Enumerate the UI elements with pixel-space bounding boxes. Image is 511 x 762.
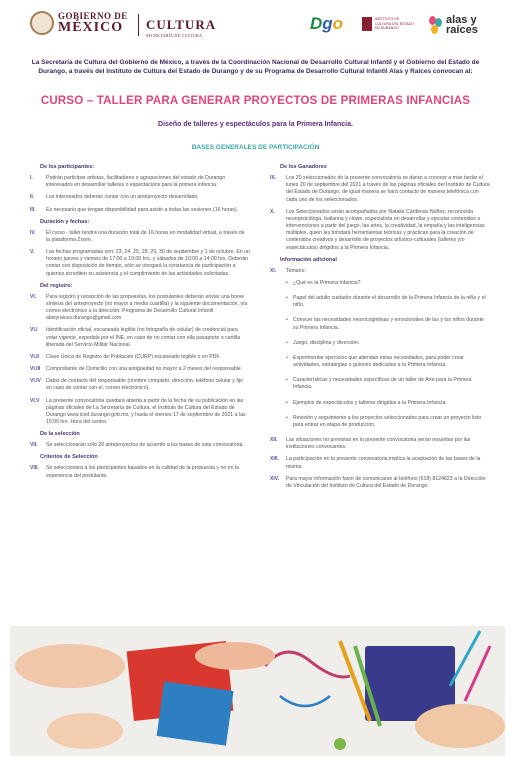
item-number: XI. bbox=[270, 267, 277, 274]
bullet-text: Experimentar ejercicios que atiendan estas necesidades, para poder crear actividades, estrategias o guiones dedicados a la Primera Infancia. bbox=[293, 354, 464, 369]
subtitle: Diseño de talleres y espectáculos para la Primera Infancia. bbox=[158, 121, 353, 128]
alas-y-raices-logo bbox=[429, 15, 478, 36]
section-heading: Información adicional bbox=[280, 256, 337, 263]
item-text: Las fechas programadas son: 23, 24, 25, 28, 29, 30 de septiembre y 1 de octubre. En un horario jueves y viernes de 17:00 a 19:00 hrs. y sábados de 10:00 a 14:00 hrs. Deberán contar con disposición de tiempo, sólo se otorgará la constancia de participación a quienes acrediten su asistencia y el cumplimiento de las actividades solicitadas. bbox=[46, 249, 250, 277]
item-text: Identificación oficial, escaneada legible (no fotografía de celular) de credencial para votar vigente, expedida por el INE, en caso de no contar con ella pasaporte o cartilla liberada del Servicio Militar Nacional. bbox=[46, 327, 241, 348]
dgo-letter-o: o bbox=[332, 14, 344, 33]
gob-line2: MÉXICO bbox=[58, 19, 124, 35]
item-text: Se seleccionará a los participantes basados en la calidad de la propuesta y no en la experiencia del postulante. bbox=[46, 465, 239, 479]
item-text: Para mayor información favor de comunicarse al teléfono (618) 8124623 a la Dirección de Vinculación del Instituto de Cultura del Estado de Durango. bbox=[286, 475, 486, 489]
bullet-icon: • bbox=[286, 295, 288, 302]
bullet-text: Conocer las necesidades neurocognitivas y emocionales de las y los niños durante su Primera Infancia. bbox=[293, 317, 484, 331]
item-number: XIII. bbox=[270, 456, 279, 463]
item-text: Podrán participar artistas, facilitadores o agrupaciones del estado de Durango interesados en desarrollar talleres o espectáculos para la primera infancia. bbox=[46, 175, 226, 189]
section-heading: De la selección bbox=[40, 431, 80, 438]
children-painting-photo bbox=[10, 626, 505, 756]
item-text: Datos de contacto del responsable (nombre completo, dirección, teléfono celular y fijo en caso de contar con el, correo electrónico). bbox=[46, 378, 243, 392]
item-vi-v bbox=[30, 398, 250, 427]
bullet-icon: • bbox=[286, 317, 288, 324]
item-number: X. bbox=[270, 208, 275, 215]
item-xii bbox=[270, 437, 490, 451]
bullet-text: Características y necesidades específicas de un taller de Arte para la Primera Infancia. bbox=[293, 377, 472, 391]
page-title: CURSO – TALLER PARA GENERAR PROYECTOS DE PRIMERAS INFANCIAS bbox=[40, 95, 471, 107]
item-number: VI. bbox=[30, 293, 37, 300]
item-vi-iv bbox=[30, 378, 250, 392]
bullet-icon: • bbox=[286, 339, 288, 346]
photo-illustration bbox=[10, 626, 505, 756]
item-text: Las situaciones no previstas en la presente convocatoria serán resueltas por las instituciones convocantes. bbox=[286, 437, 471, 451]
temario-bullet bbox=[286, 400, 490, 407]
item-number: VIII. bbox=[30, 465, 39, 472]
bullet-icon: • bbox=[286, 377, 288, 384]
item-number: XIV. bbox=[270, 475, 279, 482]
item-text: El curso - taller tendrá una duración total de 16 horas en modalidad virtual, a través de la plataforma Zoom. bbox=[46, 229, 245, 243]
item-iii bbox=[30, 207, 250, 214]
bullet-icon: • bbox=[286, 279, 288, 286]
temario-bullet bbox=[286, 415, 490, 429]
item-x bbox=[270, 209, 490, 252]
header bbox=[0, 0, 511, 50]
icd-mark-icon bbox=[362, 17, 372, 31]
item-vi-i bbox=[30, 327, 250, 349]
item-text: Los Seleccionados serán acompañados por Natalia Cárdenas Núñez, reconocida neuropsicóloga, bailarina y clown, especialista en desarrollar y ejecutar contenidos e intervenciones a partir del juego, las artes, la creatividad, la empatía y las inteligencias múltiples, quien les brindará herramientas teóricas y prácticas para la creación de contenidos creativos y desarrollo de proyectos artístico-culturales (talleres y/o espectáculos) dirigidos a la Primera Infancia. bbox=[286, 208, 485, 251]
item-number: I. bbox=[30, 175, 33, 181]
item-number: VI.IV bbox=[30, 378, 41, 385]
intro-paragraph: La Secretaría de Cultura del Gobierno de México, a través de la Coordinación Nacional de Desarrollo Cultural Infantil y el Gobierno del Estado de Durango, a través del Instituto de Cultura del Estado de Durango y de su Programa de Desarrollo Cultural Infantil Alas y Raíces convocan al: bbox=[31, 59, 480, 76]
section-heading: Duración y fechas: bbox=[40, 218, 90, 225]
bullet-text: Juego, disciplina y diversión. bbox=[293, 339, 360, 346]
item-xiii bbox=[270, 456, 490, 470]
item-number: VI.III bbox=[30, 366, 41, 373]
item-number: IV. bbox=[30, 229, 36, 236]
item-text: Los interesados deberán contar con un anteproyecto desarrollado. bbox=[46, 194, 199, 201]
item-vi bbox=[30, 294, 250, 323]
temario-bullet bbox=[286, 317, 490, 331]
item-text: La presente convocatoria quedará abierta a partir de la fecha de su publicación en las páginas oficiales de La Secretaría de Cultura, el Instituto de Cultura del Estado de Durango www.iced.durango.gob.mx, y hasta el viernes 17 de septiembre de 2021 a las 15:00 hrs. Hora del centro. bbox=[46, 397, 246, 426]
item-number: VI.V bbox=[30, 397, 40, 404]
item-number: IX. bbox=[270, 175, 277, 181]
bullet-text: Ejemplos de espectáculos y talleres dirigidos a la Primera Infancia. bbox=[293, 399, 447, 406]
cultura-sub: SECRETARÍA DE CULTURA bbox=[146, 33, 203, 38]
item-xiv bbox=[270, 476, 490, 490]
bullet-icon: • bbox=[286, 399, 288, 406]
item-text: Para registro y recepción de las propuestas, los postulantes deberán enviar una breve síntesis del anteproyecto (no mayor a media cuartilla) y la siguiente documentación, vía correo electrónico a la dirección: Programa de Desarrollo Cultural Infantil: alasyraices.durango@gmail.com bbox=[46, 293, 248, 322]
item-ii bbox=[30, 194, 250, 201]
item-v bbox=[30, 249, 250, 278]
item-number: VI.II bbox=[30, 353, 39, 360]
national-seal-icon bbox=[30, 11, 54, 35]
temario-bullet bbox=[286, 295, 490, 309]
alas-mark-icon bbox=[429, 16, 443, 34]
item-text: Temario: bbox=[286, 267, 306, 274]
item-number: VI.I bbox=[30, 327, 38, 334]
right-column bbox=[270, 164, 490, 495]
item-text: Es necesario que tengan disponibilidad para asistir a todas las sesiones (16 horas). bbox=[46, 206, 239, 213]
item-ix bbox=[270, 175, 490, 204]
dgo-letter-g: g bbox=[322, 14, 333, 33]
item-vii bbox=[30, 442, 250, 449]
bullet-icon: • bbox=[286, 354, 288, 361]
item-text: Comprobante de Domicilio con una antigüedad no mayor a 2 meses del responsable. bbox=[46, 366, 243, 373]
durango-logo bbox=[310, 14, 343, 34]
gobierno-de-mexico-logo bbox=[30, 11, 128, 35]
logo-divider bbox=[138, 14, 139, 36]
dgo-letter-d: D bbox=[310, 14, 323, 33]
section-heading: Criterios de Selección bbox=[40, 454, 98, 461]
left-column bbox=[30, 164, 250, 485]
temario-bullet bbox=[286, 355, 490, 369]
gob-line1: GOBIERNO DE bbox=[58, 10, 128, 21]
item-vi-iii bbox=[30, 366, 250, 373]
item-number: VII. bbox=[30, 442, 38, 449]
bases-heading: BASES GENERALES DE PARTICIPACIÓN bbox=[191, 144, 320, 151]
temario-bullet bbox=[286, 340, 490, 347]
cultura-text: CULTURA bbox=[146, 17, 217, 32]
item-text: Clave Única de Registro de Población (CURP) escaneado legible o en PDF. bbox=[46, 353, 221, 360]
icd-logo bbox=[362, 17, 415, 31]
item-text: Los 20 seleccionados de la presente convocatoria se darán a conocer a más tardar el lunes 20 de septiembre del 2021 a través de las páginas oficiales del Instituto de Cultura del Estado de Durango, de igual manera se hará contacto de manera telefónica con cada uno de los seleccionados. bbox=[286, 175, 490, 203]
bullet-text: Papel del adulto cuidador durante el desarrollo de la Primera Infancia de la niña y el niño. bbox=[293, 295, 486, 309]
alas-line2: raíces bbox=[446, 24, 478, 37]
bullet-icon: • bbox=[286, 414, 288, 421]
item-number: V. bbox=[30, 249, 35, 256]
temario-bullet bbox=[286, 280, 490, 287]
item-number: XII. bbox=[270, 437, 278, 444]
bullet-text: Revisión y seguimiento a los proyectos seleccionados para crear un proyecto listo para entrar en etapa de producción. bbox=[293, 414, 482, 428]
cultura-logo bbox=[146, 17, 216, 38]
item-text: La participación en la presente convocatoria implica la aceptación de las bases de la misma. bbox=[286, 456, 481, 470]
alas-line1: alas y bbox=[446, 14, 477, 26]
section-heading: De los Ganadores bbox=[280, 164, 327, 170]
bullet-text: ¿Qué es la Primera Infancia? bbox=[293, 279, 361, 286]
item-iv bbox=[30, 230, 250, 244]
item-number: II. bbox=[30, 194, 35, 201]
section-heading: Del registro: bbox=[40, 282, 73, 289]
section-heading: De los participantes: bbox=[40, 164, 95, 170]
item-text: Se seleccionarán sólo 20 anteproyectos de acuerdo a las bases de esta convocatoria. bbox=[46, 442, 244, 449]
item-number: III. bbox=[30, 206, 36, 213]
item-xi bbox=[270, 268, 490, 275]
icd-text: INSTITUTO DE CULTURA DEL ESTADO DE DURANGO bbox=[375, 17, 414, 31]
item-i bbox=[30, 175, 250, 189]
temario-bullet bbox=[286, 377, 490, 391]
item-viii bbox=[30, 465, 250, 479]
item-vi-ii bbox=[30, 354, 250, 361]
